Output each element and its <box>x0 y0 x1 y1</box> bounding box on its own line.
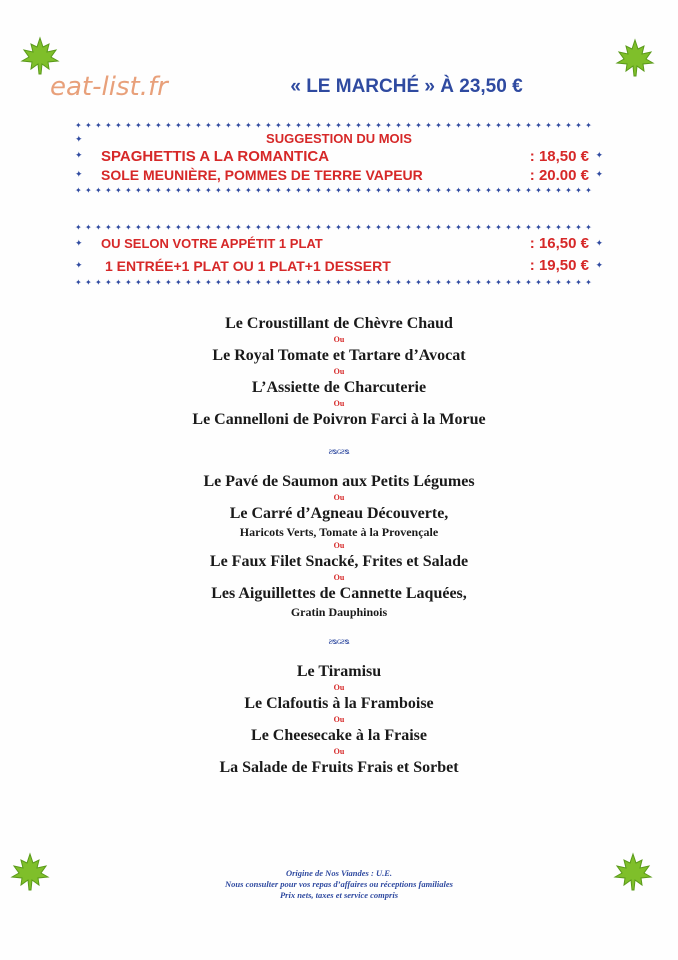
main-item-detail: Gratin Dauphinois <box>290 605 388 619</box>
or-divider: Ou <box>333 493 345 502</box>
formula-label: OU SELON VOTRE APPÉTIT 1 PLAT <box>101 236 323 251</box>
suggestion-heading: SUGGESTION DU MOIS <box>266 131 412 146</box>
starter-item: Le Cannelloni de Poivron Farci à la Morue <box>192 411 486 428</box>
menu-list <box>0 314 678 778</box>
dotted-border: ✦✦✦✦✦✦✦✦✦✦✦✦✦✦✦✦✦✦✦✦✦✦✦✦✦✦✦✦✦✦✦✦✦✦✦✦✦✦✦✦✦✦✦✦✦✦✦✦✦✦✦✦ <box>75 223 596 232</box>
or-divider: Ou <box>333 335 345 344</box>
or-divider: Ou <box>333 715 345 724</box>
main-item: Le Faux Filet Snacké, Frites et Salade <box>209 553 469 570</box>
dessert-item: Le Clafoutis à la Framboise <box>244 695 434 712</box>
dish-label: SOLE MEUNIÈRE, POMMES DE TERRE VAPEUR <box>101 167 423 183</box>
maple-leaf-icon <box>615 38 655 78</box>
starter-item: L’Assiette de Charcuterie <box>251 379 427 396</box>
dessert-item: Le Cheesecake à la Fraise <box>251 727 427 744</box>
or-divider: Ou <box>333 399 345 408</box>
dessert-item: La Salade de Fruits Frais et Sorbet <box>219 759 459 776</box>
dish-price: : 20.00 € <box>529 167 589 184</box>
suggestion-box: ✦✦✦✦✦✦✦✦✦✦✦✦✦✦✦✦✦✦✦✦✦✦✦✦✦✦✦✦✦✦✦✦✦✦✦✦✦✦✦✦✦✦✦✦✦✦✦✦✦✦✦✦ ✦ SUGGESTION DU MOIS ✦ SPAGHETTIS A LA ROMANTICA : 18,50 € ✦ ✦ SOLE MEUNIÈRE, POMMES DE TERRE VAPEUR : 20.00 € ✦ ✦✦✦✦✦✦✦✦✦✦✦✦✦✦✦✦✦✦✦✦✦✦✦✦✦✦✦✦✦✦✦✦✦✦✦✦✦✦✦✦✦✦✦✦✦✦✦✦✦✦✦✦ <box>75 121 603 195</box>
or-divider: Ou <box>333 683 345 692</box>
main-item: Les Aiguillettes de Cannette Laquées, <box>211 585 467 602</box>
watermark-text: eat-list.fr <box>50 72 168 102</box>
menu-title: « LE MARCHÉ » À 23,50 € <box>290 76 523 97</box>
dotted-border: ✦✦✦✦✦✦✦✦✦✦✦✦✦✦✦✦✦✦✦✦✦✦✦✦✦✦✦✦✦✦✦✦✦✦✦✦✦✦✦✦✦✦✦✦✦✦✦✦✦✦✦✦ <box>75 121 596 130</box>
formula-price: : 16,50 € <box>529 235 589 252</box>
main-item-detail: Haricots Verts, Tomate à la Provençale <box>239 525 439 539</box>
starter-item: Le Croustillant de Chèvre Chaud <box>225 315 453 332</box>
or-divider: Ou <box>333 367 345 376</box>
maple-leaf-icon <box>20 36 60 76</box>
dessert-item: Le Tiramisu <box>296 663 382 680</box>
main-item: Le Pavé de Saumon aux Petits Légumes <box>203 473 475 490</box>
footer-line: Nous consulter pour vos repas d’affaires ou réceptions familiales <box>225 879 453 889</box>
dotted-border: ✦✦✦✦✦✦✦✦✦✦✦✦✦✦✦✦✦✦✦✦✦✦✦✦✦✦✦✦✦✦✦✦✦✦✦✦✦✦✦✦✦✦✦✦✦✦✦✦✦✦✦✦ <box>75 278 596 287</box>
dish-price: : 18,50 € <box>529 148 589 165</box>
main-item: Le Carré d’Agneau Découverte, <box>229 505 449 522</box>
menu-footer <box>0 868 678 901</box>
dish-label: SPAGHETTIS A LA ROMANTICA <box>101 148 330 165</box>
section-separator: ƨᴓɢƨᴓ <box>328 636 350 646</box>
or-divider: Ou <box>333 541 345 550</box>
footer-line: Prix nets, taxes et service compris <box>279 890 399 900</box>
dotted-border: ✦✦✦✦✦✦✦✦✦✦✦✦✦✦✦✦✦✦✦✦✦✦✦✦✦✦✦✦✦✦✦✦✦✦✦✦✦✦✦✦✦✦✦✦✦✦✦✦✦✦✦✦ <box>75 186 596 195</box>
footer-line: Origine de Nos Viandes : U.E. <box>285 868 393 878</box>
formula-price: : 19,50 € <box>529 257 589 274</box>
section-separator: ƨᴓɢƨᴓ <box>328 446 350 456</box>
formula-box: ✦✦✦✦✦✦✦✦✦✦✦✦✦✦✦✦✦✦✦✦✦✦✦✦✦✦✦✦✦✦✦✦✦✦✦✦✦✦✦✦✦✦✦✦✦✦✦✦✦✦✦✦ ✦ OU SELON VOTRE APPÉTIT 1 PLAT : 16,50 € ✦ ✦ 1 ENTRÉE+1 PLAT OU 1 PLAT+1 DESSERT : 19,50 € ✦ ✦✦✦✦✦✦✦✦✦✦✦✦✦✦✦✦✦✦✦✦✦✦✦✦✦✦✦✦✦✦✦✦✦✦✦✦✦✦✦✦✦✦✦✦✦✦✦✦✦✦✦✦ <box>75 223 603 287</box>
or-divider: Ou <box>333 573 345 582</box>
or-divider: Ou <box>333 747 345 756</box>
starter-item: Le Royal Tomate et Tartare d’Avocat <box>212 347 466 364</box>
formula-label: 1 ENTRÉE+1 PLAT OU 1 PLAT+1 DESSERT <box>105 258 391 274</box>
